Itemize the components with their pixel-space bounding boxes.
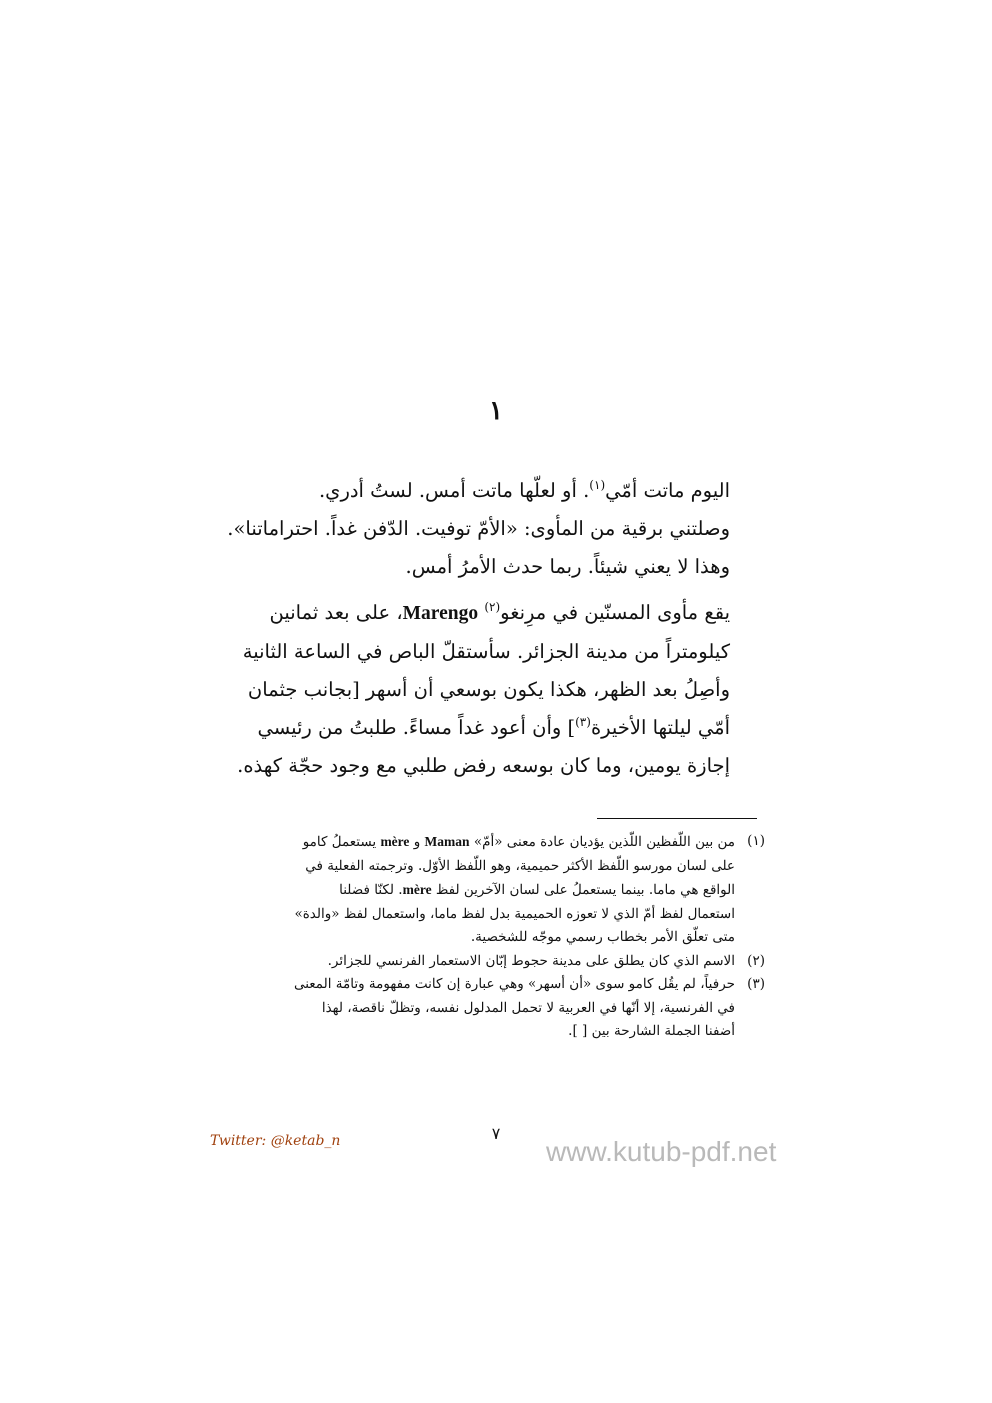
text-line: يقع مأوى المسنّين في مرِنغو$^{(٢)}$ Marengo، على بعد ثمانين — [269, 600, 730, 624]
text-line: كيلومتراً من مدينة الجزائر. سأستقلّ الباص في الساعة الثانية — [242, 640, 730, 663]
footnote-text: الاسم الذي كان يطلق على مدينة حجوط إبّان الاستعمار الفرنسي للجزائر. — [327, 952, 735, 969]
footnote-number: (٢) — [747, 952, 765, 969]
text-line: وأصِلُ بعد الظهر، هكذا يكون بوسعي أن أسهر [بجانب جثمان — [247, 678, 730, 701]
footnote-2 — [243, 950, 765, 974]
footnote-number: (٣) — [747, 976, 765, 992]
text-line: وهذا لا يعني شيئاً. ربما حدث الأمرُ أمس. — [405, 555, 730, 578]
footnote-ref-3[interactable]: (٣) — [575, 715, 591, 729]
latin-word: mère — [402, 882, 432, 897]
footnote-ref-2[interactable]: (٢) — [484, 600, 501, 614]
chapter-number: ١ — [489, 396, 503, 426]
text-line: اليوم ماتت أمّي$^{(١)}$. أو لعلّها ماتت أمس. لستُ أدري. — [318, 478, 730, 502]
footnote-3 — [243, 973, 765, 1044]
text-line: إجازة يومين، وما كان بوسعه رفض طلبي مع وجود حجّة كهذه. — [237, 754, 730, 777]
twitter-handle: Twitter: @ketab_n — [210, 1133, 341, 1149]
latin-word: Maman — [424, 834, 470, 849]
paragraph-2 — [237, 594, 758, 785]
page-number: ٧ — [491, 1124, 501, 1143]
text-line: وصلتني برقية من المأوى: «الأمّ توفيت. الدّفن غداً. احتراماتنا». — [227, 517, 730, 540]
footnote-separator — [597, 818, 757, 819]
watermark-url: www.kutub-pdf.net — [546, 1136, 777, 1167]
body-text — [227, 472, 758, 785]
footnote-text: حرفياً، لم يقُل كامو سوى «أن أسهر» وهي عبارة إن كانت مفهومة وتامّة المعنى في الفرنسية، إلا أنّها في العربية لا تحمل المدلول نفسه، وتظلّ ناقصة، لهذا أضفنا الجملة الشارحة بين [ ]. — [293, 976, 735, 1039]
footnote-ref-1[interactable]: (١) — [589, 478, 606, 492]
footnotes — [243, 830, 765, 1044]
latin-word: mère — [380, 834, 410, 849]
latin-word: Marengo — [402, 603, 479, 624]
footnote-1 — [243, 830, 765, 950]
footnote-number: (١) — [747, 833, 765, 849]
paragraph-1 — [227, 472, 758, 586]
footnote-text: من بين اللّفظين اللّذين يؤديان عادة معنى «أمّ» Maman و mère يستعملُ كامو على لسان مورسو اللّفظ الأكثر حميمية، وهو اللّفظ الأوّل. وترجمته الفعلية في الواقع هي ماما. بينما يستعملُ على لسان الآخرين لفظ mère. لكنّا فضلنا استعمال لفظ أمّ الذي لا تعوزه الحميمية بدل لفظ ماما، واستعمال لفظ «والدة» متى تعلّق الأمر بخطاب رسمي موجّه للشخصية. — [294, 834, 735, 945]
text-line: أمّي ليلتها الأخيرة$^{(٣)}$] وأن أعود غداً مساءً. طلبتُ من رئيسي — [257, 715, 730, 739]
